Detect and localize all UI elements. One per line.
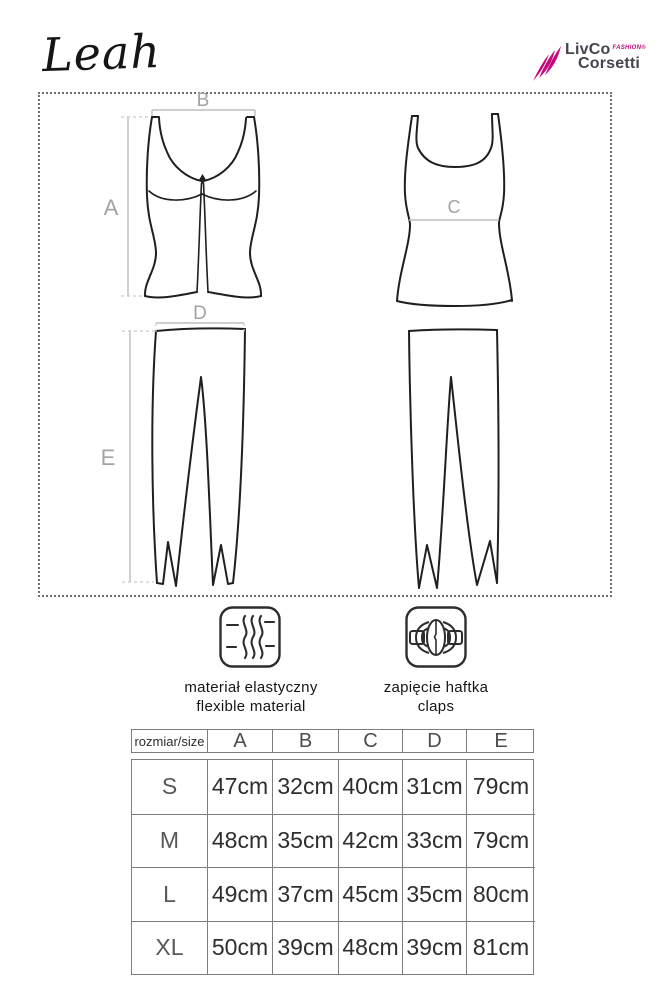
elastic-material-icon	[219, 606, 281, 668]
product-name-logo: Leah	[41, 23, 162, 83]
size-value: 39cm	[272, 921, 338, 975]
size-table	[131, 729, 534, 975]
size-row-label: S	[161, 773, 178, 800]
size-value: 50cm	[207, 921, 272, 975]
brand-name-bottom: Corsetti	[578, 55, 641, 72]
front-clasp-mark	[200, 174, 206, 184]
brand-logo-text	[565, 42, 646, 72]
size-table-header	[131, 729, 534, 753]
size-table-header-cell: E	[466, 730, 535, 753]
brand-name-top: LivCo	[565, 41, 611, 58]
elastic-material-caption-pl: materiał elastyczny	[184, 679, 318, 696]
size-value: 31cm	[402, 760, 466, 814]
measure-c	[409, 197, 499, 220]
size-row-label: L	[132, 867, 207, 921]
measure-a-label: A	[103, 195, 119, 220]
size-value: 48cm	[207, 814, 272, 868]
size-value: 35cm	[402, 867, 466, 921]
clasp-caption-pl: zapięcie haftka	[383, 679, 489, 696]
size-table-header-cell: B	[272, 730, 338, 753]
size-value: 42cm	[338, 814, 402, 868]
garment-diagram-box	[38, 92, 612, 597]
size-table-header-cell: D	[402, 730, 466, 753]
size-value: 81cm	[466, 921, 535, 975]
brand-logo	[531, 42, 646, 82]
size-value: 39cm	[402, 921, 466, 975]
clasp-caption	[316, 678, 556, 716]
measure-c-label: C	[447, 197, 461, 217]
measure-e	[101, 331, 155, 582]
measure-b-label: B	[196, 92, 210, 111]
size-value: 49cm	[207, 867, 272, 921]
measure-b	[152, 92, 255, 116]
pants-back-drawing	[409, 329, 499, 588]
size-value: 79cm	[466, 760, 535, 814]
measure-a	[104, 117, 151, 296]
size-value: 80cm	[466, 867, 535, 921]
size-table-header-cell: A	[207, 730, 272, 753]
camisole-front-drawing	[145, 117, 261, 297]
size-value: 32cm	[272, 760, 338, 814]
size-table-header-cell: C	[338, 730, 402, 753]
brand-fashion-label: FASHION®	[612, 45, 646, 51]
clasp-icon	[405, 606, 467, 668]
size-value: 79cm	[466, 814, 535, 868]
size-row-label: M	[132, 814, 207, 868]
size-value: 48cm	[338, 921, 402, 975]
size-value: 45cm	[338, 867, 402, 921]
size-value: 33cm	[402, 814, 466, 868]
clasp-caption-en: claps	[417, 698, 455, 715]
garment-diagram	[38, 92, 612, 597]
size-value: 35cm	[272, 814, 338, 868]
size-value: 47cm	[207, 760, 272, 814]
elastic-material-caption-en: flexible material	[196, 698, 306, 715]
pants-front-drawing	[152, 328, 245, 586]
size-table-header-cell: rozmiar/size	[134, 734, 205, 749]
brand-wing-icon	[531, 42, 563, 82]
size-table-body	[131, 759, 534, 975]
measure-d-label: D	[193, 303, 207, 324]
size-value: 40cm	[338, 760, 402, 814]
measure-e-label: E	[100, 445, 116, 470]
size-value: 37cm	[272, 867, 338, 921]
size-row-label: XL	[132, 921, 207, 975]
